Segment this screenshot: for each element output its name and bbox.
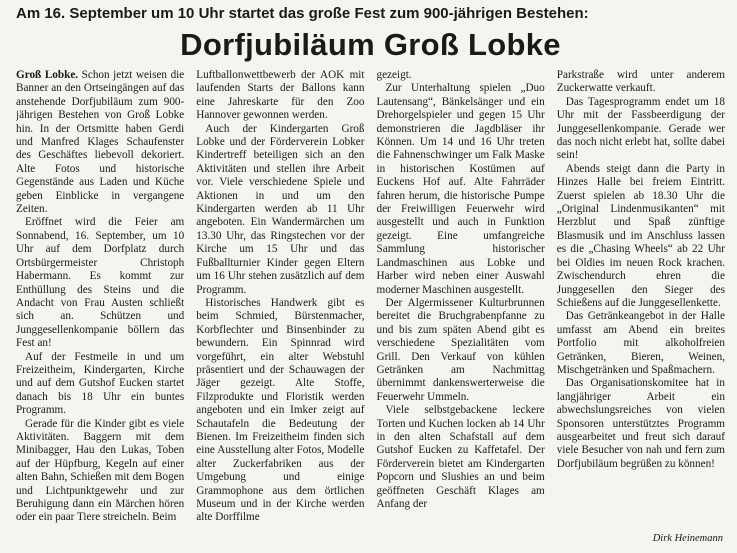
paragraph-text: Schon jetzt weisen die Banner an den Ortseingängen auf das anstehende Dorfjubiläum zum 900-jährigen Bestehen von Groß Lobke hin. In der Ortsmitte haben Gerdi und Manfred Klages Schaufenster des Geschäftes liebevoll dekoriert. Alte Fotos und historische Gegenstände aus Laden und Küche geben Einblicke in vergangene Zeiten. <box>16 69 185 216</box>
article-column-1 <box>16 69 184 547</box>
paragraph: Auf der Festmeile in und um Freizeitheim, Kindergarten, Kirche und auf dem Gutshof Eucken startet danach bis 18 Uhr ein buntes Programm. <box>16 350 185 417</box>
paragraph: Viele selbstgebackene leckere Torten und Kuchen locken ab 14 Uhr in den alten Schafstall auf dem Gutshof Eucken zu Kaffetafel. Der Förderverein bietet am Kindergarten Popcorn und Slushies an und beim geöffneten Geschäft Klages am Anfang der <box>376 404 545 510</box>
paragraph: Zur Unterhaltung spielen „Duo Lautensang“, Bänkelsänger und ein Drehorgelspieler und gegen 15 Uhr demonstrieren die Jagdbläser ihr Können. Um 14 und 16 Uhr treten die Fahnenschwinger um Falk Maske in historischen Kostümen auf Euckens Hof auf. Alte Fahrräder fahren herum, die historische Pumpe der Freiwilligen Feuerwehr wird ausgestellt und auch in Funktion gezeigt. Eine umfangreiche Sammlung historischer Landmaschinen aus Lobke und Harber wird neben einer Auswahl moderner Maschinen ausgestellt. <box>376 82 545 296</box>
paragraph: Das Tagesprogramm endet um 18 Uhr mit der Fassbeerdigung der Junggesellenkompanie. Gerade wer das noch nicht erlebt hat, sollte dabei sein! <box>556 95 725 162</box>
article-columns <box>16 69 725 547</box>
paragraph <box>16 69 184 216</box>
paragraph: Gerade für die Kinder gibt es viele Aktivitäten. Baggern mit dem Minibagger, Hau den Lukas, Toben auf der Hüpfburg, Kegeln auf einer alten Bahn, Schießen mit dem Bogen und Lichtpunktgewehr und zur Beruhigung dann ein Märchen hören oder ein paar Tiere streicheln. Beim <box>16 417 185 524</box>
article-column-3 <box>377 69 545 547</box>
author-byline: Dirk Heinemann <box>652 533 723 544</box>
paragraph: Eröffnet wird die Feier am Sonnabend, 16. September, um 10 Uhr auf dem Dorfplatz durch Ortsbürgermeister Christoph Habermann. Es kommt zur Enthüllung des Steins und die Andacht von Frau Austen schließt sich an. Schützen und Junggesellenkompanie böllern das Fest an! <box>16 216 185 350</box>
paragraph: Das Organisationskomitee hat in langjähriger Arbeit ein abwechslungsreiches von vielen Sponsoren unterstütztes Programm ausgearbeitet und freut sich darauf viele Besucher von nah und fern zum Dorfjubiläum begrüßen zu können! <box>556 377 725 470</box>
article-kicker: Am 16. September um 10 Uhr startet das große Fest zum 900-jährigen Bestehen: <box>16 5 589 22</box>
paragraph: Parkstraße wird unter anderem Zuckerwatte verkauft. <box>556 69 725 95</box>
paragraph: Der Algermissener Kulturbrunnen bereitet die Bruchgrabenpfanne zu und bis zum späten Abend gibt es verschiedene Spezialitäten vom Grill. Den Verkauf von kühlen Getränken am Nachmittag übernimmt dankenswerterweise die Feuerwehr Ummeln. <box>376 296 545 403</box>
article-column-4 <box>557 69 725 547</box>
article-headline: Dorfjubiläum Groß Lobke <box>180 27 561 62</box>
paragraph: Luftballonwettbewerb der AOK mit laufenden Starts der Ballons kann eine Jahreskarte für den Zoo Hannover gewonnen werden. <box>196 69 365 122</box>
dateline: Groß Lobke. <box>16 69 79 81</box>
article-column-2 <box>196 69 364 547</box>
paragraph: Auch der Kindergarten Groß Lobke und der Förderverein Lobker Kindertreff beteiligen sich an den Aktivitäten und stellen ihre Arbeit vor. Viele verschiedene Spiele und Aktionen in und um den Kindergarten werden ab 11 Uhr angeboten. Ein Wandermärchen um 13.30 Uhr, das Ringstechen vor der Kirche um 15 Uhr und das Fußballturnier Kinder gegen Eltern um 16 Uhr stehen zusätzlich auf dem Programm. <box>196 122 365 296</box>
paragraph: Historisches Handwerk gibt es beim Schmied, Bürstenmacher, Korbflechter und Binsenbinder zu bewundern. Ein Spinnrad wird vorgeführt, ein alter Webstuhl präsentiert und der Schauwagen der Jäger gezeigt. Alte Stoffe, Filzprodukte und Floristik werden angeboten und ein Imker zeigt auf Schautafeln die Bedeutung der Bienen. Im Freizeitheim finden sich eine Ausstellung alter Fotos, Modelle alter Zuckerfabriken aus der Umgebung und einige Grammophone aus dem örtlichen Museum und in der Kirche werden alte Dorffilme <box>196 296 365 524</box>
paragraph: Abends steigt dann die Party in Hinzes Halle bei freiem Eintritt. Zuerst spielen ab 18.30 Uhr die „Original Lindenmusikanten“ mit Herzblut und Spaß zünftige Blasmusik und im Anschluss lassen es die „Chasing Wheels“ ab 22 Uhr bei Oldies im neuen Rock krachen. Zwischendurch ehren die Junggesellen den Sieger des Schießens auf die Junggesellenkette. <box>556 162 725 309</box>
paragraph: Das Getränkeangebot in der Halle umfasst am Abend ein breites Portfolio mit alkoholfreien Getränken, Bieren, Weinen, Mischgetränken und Spaßmachern. <box>556 310 725 376</box>
paragraph: gezeigt. <box>376 69 412 81</box>
